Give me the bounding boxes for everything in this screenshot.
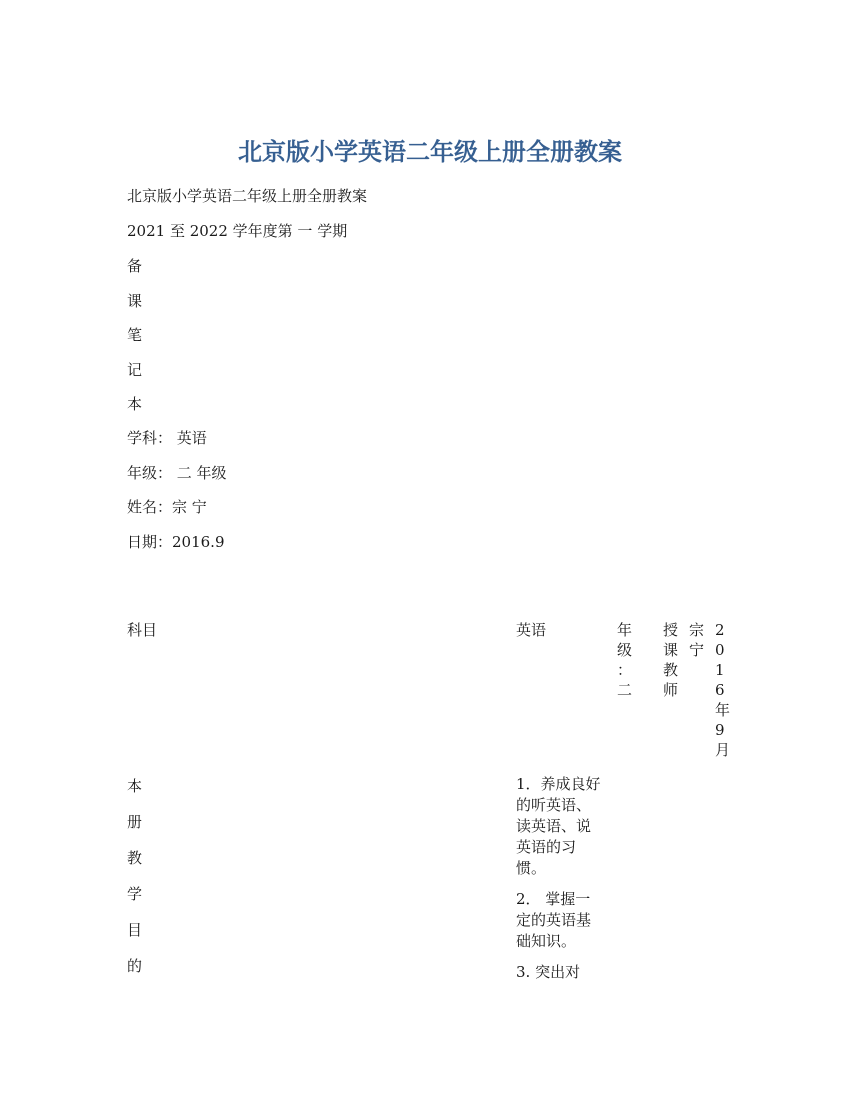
table-teacher-label-cell: 授 课 教 师 bbox=[663, 621, 679, 699]
note-char-3: 笔 bbox=[127, 326, 143, 344]
subtitle-line: 北京版小学英语二年级上册全册教案 bbox=[127, 187, 368, 205]
goal-item-1: 1．养成良好的听英语、读英语、说英语的习惯。 bbox=[516, 775, 601, 877]
table-objectives-label: 本 册 教 学 目 的 bbox=[127, 777, 143, 975]
table-date-cell: 2 0 1 6 年 9 月 bbox=[715, 621, 731, 759]
table-teacher-name-cell: 宗 宁 bbox=[689, 621, 705, 659]
name-line: 姓名：宗 宁 bbox=[127, 498, 207, 516]
note-char-2: 课 bbox=[127, 292, 143, 310]
term-line: 2021 至 2022 学年度第 一 学期 bbox=[127, 222, 348, 240]
goal-item-2: 2． 掌握一定的英语基础知识。 bbox=[516, 890, 592, 950]
grade-line: 年级： 二 年级 bbox=[127, 464, 227, 482]
goal-item-3: 3. 突出对 bbox=[516, 963, 581, 981]
table-subject-value: 英语 bbox=[516, 621, 547, 639]
table-grade-cell: 年 级 ： 二 bbox=[617, 621, 633, 699]
note-char-5: 本 bbox=[127, 395, 143, 413]
date-line: 日期：2016.9 bbox=[127, 533, 225, 551]
document-title: 北京版小学英语二年级上册全册教案 bbox=[238, 137, 622, 166]
subject-line: 学科： 英语 bbox=[127, 429, 207, 447]
note-char-1: 备 bbox=[127, 257, 143, 275]
table-objectives-content bbox=[516, 774, 604, 993]
note-char-4: 记 bbox=[127, 361, 143, 379]
table-label-subject: 科目 bbox=[127, 621, 158, 639]
